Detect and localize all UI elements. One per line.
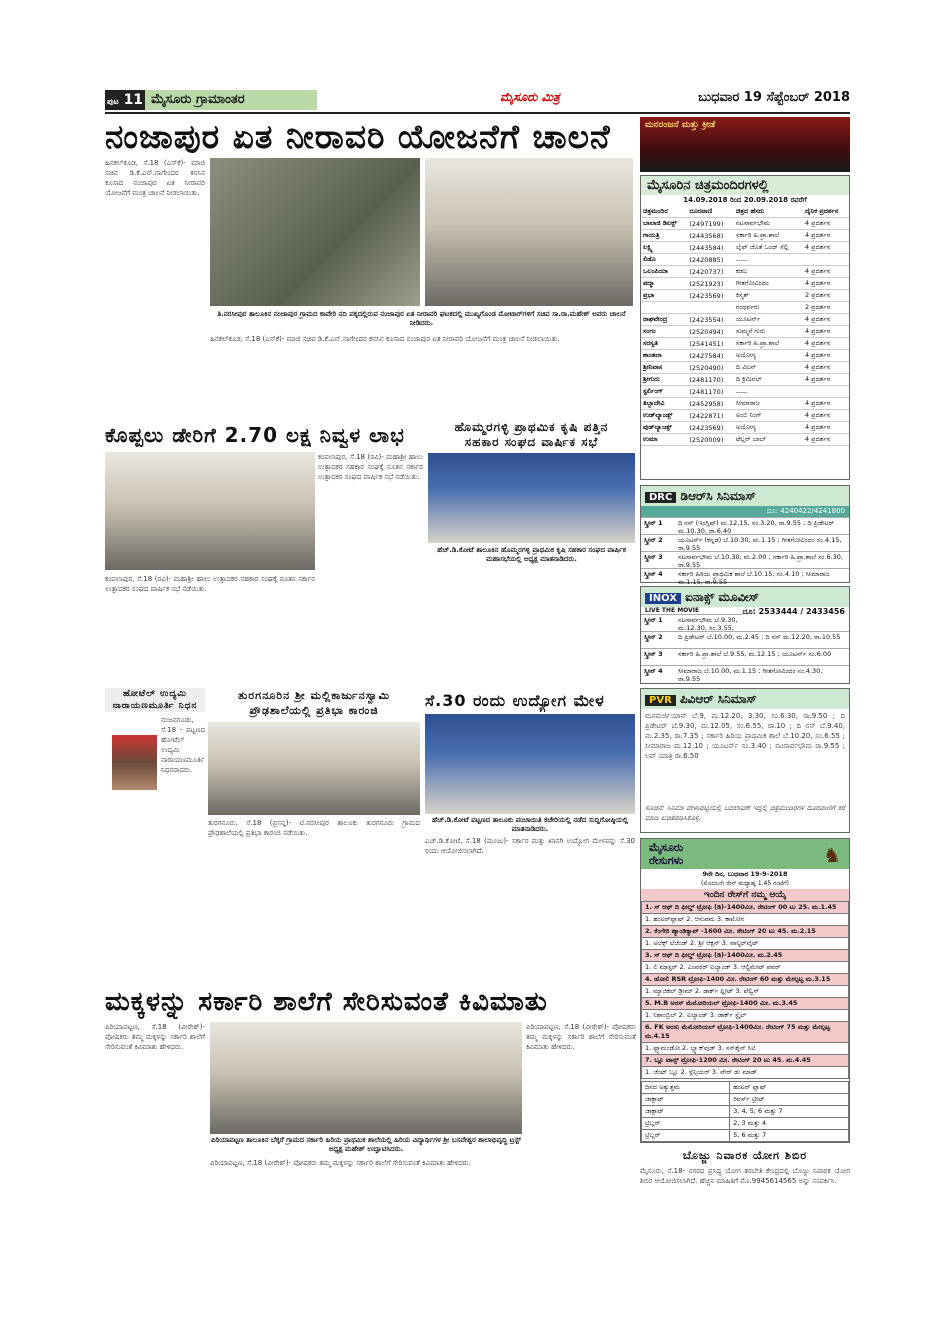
story4-photo: [208, 722, 420, 815]
header-rule: [105, 112, 850, 114]
story5-caption: ಹೆಚ್.ಡಿ.ಕೋಟೆ ಪಟ್ಟಣದ ತಾಲೂಕು ಪಂಚಾಯಿತಿ ಕಚೇರಿಯಲ್ಲಿ ನಡೆದ ಸುದ್ದಿಗೋಷ್ಠಿಯಲ್ಲಿ ಮಾತನಾಡಿದರು.: [431, 816, 629, 833]
story1-photo-officials: [425, 158, 633, 306]
story2-body-cont: ಕಂಪಲಾಪುರ, ಸೆ.18 (ರವಿ)- ಮಹಾಶ್ರೀ ಹಾಲು ಉತ್ಪಾದಕರ ಸಹಕಾರ ಸಂಘಕ್ಕೆ ನೂತನ ಸರ್ಕಾರ ಉತ್ಪಾದಕರ ಸಂಘದ ವಾರ್ಷಿಕ ಸಭೆ ನಡೆಯಿತು.: [105, 575, 315, 593]
story6-body-cont: ಪಿರಿಯಾಪಟ್ಟಣ, ಸೆ.18 (ವೀರೇಶ್)- ಪೋಷಕರು ತಮ್ಮ ಮಕ್ಕಳನ್ನು ಸರ್ಕಾರಿ ಶಾಲೆಗೆ ಸೇರಿಸುವಂತೆ ಕಿವಿಮಾತು ಹೇಳಿದರು.: [210, 1159, 471, 1167]
cinema-row: ಸ್ಟರ್ಲಿಂಗ್ (2481170) -----: [641, 386, 849, 398]
race-picks-row: [642, 986, 849, 998]
cinema-row: ಶ್ರೀನಿವಾಸ (2520490) ದಿ ವಿಲನ್ 4 ಪ್ರದರ್ಶನ: [641, 362, 849, 374]
story6-body: ಪಿರಿಯಾಪಟ್ಟಣ, ಸೆ.18 (ವೀರೇಶ್)- ಪೋಷಕರು ತಮ್ಮ ಮಕ್ಕಳನ್ನು ಸರ್ಕಾರಿ ಶಾಲೆಗೆ ಸೇರಿಸುವಂತೆ ಕಿವಿಮಾತು ಹೇಳಿದರು.: [105, 1023, 205, 1051]
race-picks: 1. ಮ್ಯಾಜಿಕಲ್ ಡ್ರೀಮ್ 2. ಡಾರ್ಕ್ ಫ್ಲೀಟ್ 3. ಪೆಲ್ವಿಸ್: [642, 986, 849, 998]
story1-photo-pipes: [210, 158, 420, 306]
drc-screen-label: ಸ್ಕ್ರೀನ್ 3: [644, 553, 663, 561]
drc-screen: [641, 568, 849, 585]
race-title: 3. ಸ್ ಆಫ್ ದಿ ಫೀಲ್ಡ್ ಟ್ರೋಫಿ (ಡಿ)-1400ಮೀ. ಮ.2.45: [642, 950, 849, 962]
drc-screen-label: ಸ್ಕ್ರೀನ್ 1: [644, 519, 663, 527]
drc-screen-times: ಸರ್ಕಾರಿ ಹಿರಿಯ ಪ್ರಾಥಮಿಕ ಶಾಲೆ ಬೆ.10.15, ಸಂ.4.10 ; ಸೀಮಾರಾಜ ಮ.1.15, ರಾ.9.55: [678, 570, 830, 585]
drc-screen-label: ಸ್ಕ್ರೀನ್ 4: [644, 570, 663, 578]
pvr-logo-icon: PVR: [645, 695, 676, 706]
race-title: 1. ಸ್ ಆಫ್ ದಿ ಫೀಲ್ಡ್ ಟ್ರೋಫಿ (ಡಿ)-1400ಮೀ. ರೇಟಿಂಗ್ 00 ಟು 25. ಮ.1.45: [642, 902, 849, 914]
races-title-1: ಮೈಸೂರು: [649, 841, 684, 854]
race-row: [642, 950, 849, 962]
race-picks-row: [642, 938, 849, 950]
cinema-row: ಉಮಾ (2520009) ಟೆಲ್ಲರ್ ಬಾಬ್ 4 ಪ್ರದರ್ಶನ: [641, 434, 849, 446]
story6-headline: ಮಕ್ಕಳನ್ನು ಸರ್ಕಾರಿ ಶಾಲೆಗೆ ಸೇರಿಸುವಂತೆ ಕಿವಿಮಾತು: [105, 987, 548, 1017]
cinema-listings: [640, 175, 850, 480]
race-picks: 1. ಹಂಟರ್‌ಫ್ಲಾಷ್ 2. ಆನುಪಮ 3. ಕಾಮೋನ: [642, 914, 849, 926]
race-row: [642, 998, 849, 1010]
obit-headline: ಹೋಟೆಲ್ ಉದ್ಯಮಿ ನಾರಾಯಣಮೂರ್ತಿ ನಿಧನ: [105, 688, 205, 712]
race-title: 7. ಬ್ಲೂ ಟಾನ್ಸ್ ಟ್ರೋಫಿ-1200 ಮೀ. ರೇಟಿಂಗ್ 20 ಟು 45. ಮ.4.45: [642, 1055, 849, 1067]
drc-phone: ದೂ: 4240422/4241800: [641, 506, 849, 517]
race-title: 5. M.B ಅರಸ್ ಮೆಮೋರಿಯಲ್ ಟ್ರೋಫಿ-1400 ಮೀ. ಮ.3.45: [642, 998, 849, 1010]
inox-phone: ದೂ: 2533444 / 2433456: [742, 607, 845, 616]
inox-movies: [640, 586, 850, 684]
story5-body: ಎಚ್.ಡಿ.ಕೋಟೆ, ಸೆ.18 (ಮಂಜು)- ಸರ್ಕಾರ ಮತ್ತು ಖಾಸಗಿ ಉದ್ಯೋಗ ಮೇಳವನ್ನು ಸೆ.30 ರಂದು ಆಯೋಜಿಸಲಾಗಿದೆ.: [425, 837, 635, 855]
race-footer-row: ಜಾಕ್ಪಾಟ್ 3, 4, 5, 6 ಮತ್ತು 7: [642, 1106, 849, 1118]
drc-screen-label: ಸ್ಕ್ರೀನ್ 2: [644, 536, 663, 544]
page-number: ಪುಟ 11: [106, 92, 144, 108]
cinema-row: ರಾಘವೇಂದ್ರ (2423554) ಯೂಟರ್ನ್ 4 ಪ್ರದರ್ಶನ: [641, 314, 849, 326]
races-subtitle: 9ನೇ ದಿನ, ಬುಧವಾರ 19-9-2018: [702, 870, 788, 878]
cinema-table: [641, 206, 849, 446]
cinema-listings-dates: 14.09.2018 ರಿಂದ 20.09.2018 ರವರೆಗೆ: [683, 196, 807, 204]
cinema-row: ಒಲಂಪಿಯಾ (2420737) ಕಡಬ 4 ಪ್ರದರ್ಶನ: [641, 266, 849, 278]
cinema-listings-title: ಮೈಸೂರಿನ ಚಿತ್ರಮಂದಿರಗಳಲ್ಲಿ: [641, 176, 849, 195]
race-footer-row: ದಿನದ ಅತ್ಯುತ್ತಮ ಹಂಟರ್ ಫ್ಲಾಷ್: [642, 1082, 849, 1094]
inox-logo-icon: INOX: [645, 593, 681, 604]
drc-screen-times: ಯೂಟರ್ನ್ (ಕನ್ನಡ) ಬೆ.10.30, ಮ.1.15 ; ಗೀತಗೋವಿಂದಂ ಸಂ.4.15, ರಾ.9.55: [678, 536, 842, 551]
yoga-headline: ಬೊಜ್ಜು ನಿವಾರಕ ಯೋಗ ಶಿಬಿರ: [682, 1149, 808, 1162]
story6-photo: [210, 1022, 522, 1134]
pvr-schedule: ಮನಮರ್ಜಿಯಾನ್ ಬೆ.9, ಮ.12.20, 3.30, ಸಂ.6.30, ರಾ.9.50 ; ದಿ ಪ್ರಿಡೇಟರ್ ಬೆ.9.30, ಮ.12.05, ಸಂ.6.55, ರಾ.10 ; ದಿ ನನ್ ಬೆ.9.40, ಮ.2.35, ರಾ.7.35 ; ಸರ್ಕಾರಿ ಹಿರಿಯ ಪ್ರಾಥಮಿಕ ಶಾಲೆ ಬೆ.10.20, ಸಂ.6.55 ; ಸೀಮಾರಾಜ ಮ.12.10 ; ಯೂಟರ್ನ್ ಸಂ.3.40 ; ನಟಸಾರ್ವಭೌಮ ರಾ.9.55 ; ಲವ್ ಯಾತ್ರಿ ರಾ.6.50: [645, 712, 845, 760]
mysuru-races: [640, 838, 850, 1143]
drc-logo-icon: DRC: [645, 492, 676, 503]
cinema-row: ಬಾಲಾಜಿ ಡಿಲಕ್ಸ್ (2497199) ನಟಸಾರ್ವಭೌಮ 4 ಪ್ರದರ್ಶನ: [641, 218, 849, 230]
cinema-row: ಪದ್ಮಾ (2521923) ಗೀತಗೋವಿಂದಂ 4 ಪ್ರದರ್ಶನ: [641, 278, 849, 290]
race-title: 6. FK ಅರಸು ಮೆಮೋರಿಯಲ್ ಟ್ರೋಫಿ-1400ಮೀ. ರೇಟಿಂಗ್ 75 ಮತ್ತು ಮೇಲ್ಪಟ್ಟ ಮ.4.15: [642, 1022, 849, 1043]
story2-headline: ಕೊಪ್ಪಲು ಡೇರಿಗೆ 2.70 ಲಕ್ಷ ನಿವ್ವಳ ಲಾಭ: [105, 423, 405, 447]
inox-tagline: LIVE THE MOVIE: [645, 607, 700, 614]
page-date: ಬುಧವಾರ 19 ಸೆಪ್ಟೆಂಬರ್ 2018: [698, 90, 850, 105]
inox-title: INOX ಐನಾಕ್ಸ್ ಮೂವೀಸ್: [641, 587, 849, 607]
inox-screen: [641, 614, 742, 631]
story1-body: ಹಿನಕಲ್‌ಕೂಡ, ಸೆ.18 (ಎಸ್‌ಕೆ)- ಮಾಜಿ ಸಚಿವ ಡಿ.ಕೆ.ಎನ್.ನಾಗೇಂದರ ಕನಸಿನ ಕೂಸಾದ ನಂಜಾಪುರ ಏತ ನೀರಾವರಿ ಯೋಜನೆಗೆ ಮಂತ್ರ ಚಾಲನೆ ನೀಡಲಾಯಿತು.: [105, 159, 205, 197]
cinema-row: ತಿಬ್ಬಾದೇವಿ (2452958) ಸೀಮಾರಾಜ 4 ಪ್ರದರ್ಶನ: [641, 398, 849, 410]
cinema-row: ಸರಸ್ವತಿ (2541451) ಸರ್ಕಾರಿ ಹಿ.ಪ್ರಾ.ಶಾಲೆ 4 ಪ್ರದರ್ಶನ: [641, 338, 849, 350]
obit-body: ನಂಜನಗೂಡು, ಸೆ.18 - ಪಟ್ಟಣದ ಹೋಟೆಲ್ ಉದ್ಯಮಿ ನಾರಾಯಣಮೂರ್ತಿ ನಿಧನರಾದರು.: [161, 716, 205, 774]
inox-screen-times: ದಿ ಪ್ರಿಡೇಟರ್ ಬೆ.10.00, ಮ.2.45 ; ದಿ ನನ್ ಮ.12.20, ರಾ.10.55: [678, 633, 841, 641]
races-table: [641, 901, 849, 1079]
inox-screen: [641, 648, 849, 665]
cinema-row: ಲಿಡೊ (2420885) -----: [641, 254, 849, 266]
race-picks: 1. ಲಿ ಮಾಸ್ಟರ್ 2. ಎಂಪರರ್ ಐಲ್ಯಾಂಡ್ 3. ಆಲ್ಟಿಮೇಟ್ ಪವರ್: [642, 962, 849, 974]
masthead-logo: ಮೈಸೂರು ಮಿತ್ರ: [500, 90, 560, 104]
cinema-row: ಉಡ್‌ಲ್ಯಾಂಡ್ಸ್ (2422871) ಅಂಬಿ ನಿಂಗ್ 4 ಪ್ರದರ್ಶನ: [641, 410, 849, 422]
drc-cinemas: [640, 485, 850, 583]
horse-icon: ♞: [823, 843, 841, 867]
yoga-body: ಮೈಸೂರು, ಸೆ.18- ನಗರದ ಪ್ರಸಿದ್ಧ ಯೋಗ ತರಬೇತಿ ಕೇಂದ್ರದಲ್ಲಿ ಬೊಜ್ಜು ನಿವಾರಕ ಯೋಗ ಶಿಬಿರ ಆಯೋಜಿಸಲಾಗಿದೆ. ಹೆಚ್ಚಿನ ಮಾಹಿತಿಗೆ ಮೊ.9945614565 ಅನ್ನು ಸಂಪರ್ಕಿಸಿ.: [640, 1167, 850, 1185]
race-footer-row: ಟ್ರಿಬ್ಲರ್ 2, 3 ಮತ್ತು 4: [642, 1118, 849, 1130]
race-row: [642, 974, 849, 986]
pvr-title: PVR ಪಿವಿಆರ್ ಸಿನಿಮಾಸ್: [641, 689, 849, 709]
cinema-row: ಪ್ರಭಾ (2423569) ಕಿಸ್ಮತ್ 2 ಪ್ರದರ್ಶನ: [641, 290, 849, 302]
story6-body-side: ಪಿರಿಯಾಪಟ್ಟಣ, ಸೆ.18 (ವೀರೇಶ್)- ಪೋಷಕರು ತಮ್ಮ ಮಕ್ಕಳನ್ನು ಸರ್ಕಾರಿ ಶಾಲೆಗೆ ಸೇರಿಸುವಂತೆ ಕಿವಿಮಾತು ಹೇಳಿದರು.: [526, 1023, 636, 1051]
races-footer: [641, 1081, 849, 1142]
drc-title: DRC ಡಿಆರ್‌ಸಿ ಸಿನಿಮಾಸ್: [641, 486, 849, 506]
cinema-row: ಶ್ರೀಗುರು (2481170) ದಿ ಕ್ರಿಮಿನಲ್ 4 ಪ್ರದರ್ಶನ: [641, 374, 849, 386]
race-picks-row: [642, 1067, 849, 1079]
drc-screen-times: ದಿ ನನ್ (ಇಂಗ್ಲಿಷ್) ಮ.12.15, ಸಂ.3.20, ರಾ.9.55 ; ದಿ ಪ್ರಿಡೇಟರ್ ಮ.10.30, ರಾ.6.40: [678, 519, 835, 534]
races-note: (ಮೊದಲನೇ ರೇಸ್ ಮಧ್ಯಾಹ್ನ 1.45 ಗಂಟೆಗೆ): [701, 880, 789, 887]
race-picks-row: [642, 962, 849, 974]
cinema-row: ಶಾಂತಲಾ (2427584) ಅಯೋಗ್ಯ 4 ಪ್ರದರ್ಶನ: [641, 350, 849, 362]
drc-screen: [641, 551, 849, 568]
story1-body-cont: ಹಿನಕಲ್‌ಕೂಡ, ಸೆ.18 (ಎಸ್‌ಕೆ)- ಮಾಜಿ ಸಚಿವ ಡಿ.ಕೆ.ಎನ್.ನಾಗೇಂದರ ಕನಸಿನ ಕೂಸಾದ ನಂಜಾಪುರ ಏತ ನೀರಾವರಿ ಯೋಜನೆಗೆ ಮಂತ್ರ ಚಾಲನೆ ನೀಡಲಾಯಿತು.: [210, 335, 560, 343]
story3-headline: ಹೊಮ್ಮರಗಳ್ಳಿ ಪ್ರಾಥಮಿಕ ಕೃಷಿ ಪತ್ತಿನ ಸಹಕಾರ ಸಂಘದ ವಾರ್ಷಿಕ ಸಭೆ: [454, 420, 609, 449]
inox-screen-label: ಸ್ಕ್ರೀನ್ 4: [644, 667, 663, 675]
section-title: ಮೈಸೂರು ಗ್ರಾಮಾಂತರ: [145, 90, 317, 110]
story1-caption: ತಿ.ನರಸೀಪುರ ತಾಲೂಕಿನ ನಂಜಾಪುರ ಗ್ರಾಮದ ಕಾವೇರಿ ನದಿ ಪಕ್ಕದಲ್ಲಿರುವ ನಂಜಾಪುರ ಏತ ನೀರಾವರಿ ಘಟಕದಲ್ಲಿ ಮುಖ್ಯಗೊಂಡ ಮೋಟಾರ್‌ಗಳಿಗೆ ಸಚಿವ ಸಾ.ರಾ.ಮಹೇಶ್ ಅವರು ಚಾಲನೆ ನೀಡಿದರು.: [217, 310, 626, 327]
cinema-row: ಸಂಗಂ (2520494) ಸುಮ್ಮನೆ ಗುರು 4 ಪ್ರದರ್ಶನ: [641, 326, 849, 338]
race-picks: 1. ನಿಶಾಂಬ್ರಿಲ್ 2. ಐಲ್ಯಾಂಡ್ 3. ಡಾರ್ಕ್ ಸ್ಟೈಲ್: [642, 1010, 849, 1022]
cinema-row: ಗಾಯತ್ರಿ (2443568) ಸರ್ಕಾರಿ ಹಿ.ಪ್ರಾ.ಶಾಲೆ 4 ಪ್ರದರ್ಶನ: [641, 230, 849, 242]
race-title: 2. ಕೆಂಗೇರಿ ಹ್ಯಾಂಡಿಕ್ಯಾಪ್ -1600 ಮೀ. ರೇಟಿಂಗ್ 20 ಟು 45. ಮ.2.15: [642, 926, 849, 938]
story5-photo: [425, 714, 635, 814]
story4-headline: ತುರಗನೂರಿನ ಶ್ರೀ ಮಲ್ಲಿಕಾರ್ಜುನಸ್ವಾಮಿ ಪ್ರೌಢಶಾಲೆಯಲ್ಲಿ ಪ್ರತಿಭಾ ಕಾರಂಜಿ: [237, 689, 391, 717]
inox-screen: [641, 665, 849, 682]
race-row: [642, 1022, 849, 1043]
drc-screen: [641, 534, 849, 551]
race-picks-row: [642, 914, 849, 926]
pvr-cinemas: [640, 688, 850, 833]
inox-screen-times: ನಟಸಾರ್ವಭೌಮ ಬೆ.9.30, ಮ.12.30, ಸಂ.3.55,: [678, 616, 738, 631]
race-picks: 1. ಫ್ಲ್ಯಾಮಂಡೋ 2. ಬ್ಲ್ಯಾಕ್‌ವುಡ್ 3. ಸನ್‌ಶೈನ್ ಸಿಟಿ: [642, 1043, 849, 1055]
dasara-ad-banner: [640, 117, 850, 172]
cinema-row: ಗಂಧರ್ವರು 2 ಪ್ರದರ್ಶನ: [641, 302, 849, 314]
story3-body: [428, 566, 635, 681]
inox-screen-times: ಸೀಮಾರಾಜ ಬೆ.10.00, ಮ.1.15 ; ಗೀತಗೋವಿಂದಂ ಸಂ.4.30, ರಾ.9.55: [678, 667, 823, 682]
race-picks: 1. ಜೆಂಟ್ ಬ್ಲೂ 2. ಸ್ಪೆನ್ಸಿಯರ್ 3. ವೇರ್ ಡು ಮಾಡ್: [642, 1067, 849, 1079]
inox-screen-label: ಸ್ಕ್ರೀನ್ 1: [644, 616, 663, 624]
races-title-2: ರೇಸುಗಳು: [649, 854, 684, 867]
dasara-ad-text: ಮನರಂಜನೆ ಮತ್ತು ಕ್ರೀಡೆ: [645, 120, 716, 130]
story4-body: ತುರಗನೂರು, ಸೆ.18 (ಪ್ರಸನ್ನ)- ಟಿ.ನರಸೀಪುರ ತಾಲೂಕು ತುರಗನೂರು ಗ್ರಾಮದ ಪ್ರೌಢಶಾಲೆಯಲ್ಲಿ ಪ್ರತಿಭಾ ಕಾರಂಜಿ ನಡೆಯಿತು.: [208, 819, 420, 837]
pvr-note: ಸೂಚನೆ: ಸಿನಿಮಾ ವೇಳಾಪಟ್ಟಿಯಲ್ಲಿ ಬದಲಾವಣೆ ಇದ್ದಲ್ಲಿ ಚಿತ್ರಮಂದಿರಗಳ ದೂರವಾಣಿಗೆ ಕರೆ ಮಾಡಿ ಖಚಿತಪಡಿಸಿಕೊಳ್ಳಿ.: [645, 804, 845, 822]
race-picks: 1. ಅಲೆಕ್ಸ್ ಲೆಜೆಂಡ್ 2. ಶ್ರೀ ಆಕ್ಷನ್ 3. ವಾಲ್ಟರ್‌ವೈಟ್: [642, 938, 849, 950]
story1-headline: ನಂಜಾಪುರ ಏತ ನೀರಾವರಿ ಯೋಜನೆಗೆ ಚಾಲನೆ: [105, 117, 611, 156]
inox-screen-label: ಸ್ಕ್ರೀನ್ 2: [644, 633, 663, 641]
drc-screen: [641, 517, 849, 534]
races-header: [641, 839, 849, 869]
race-row: [642, 926, 849, 938]
inox-screen-times: ಸರ್ಕಾರಿ ಹಿ.ಪ್ರಾ.ಶಾಲೆ ಬೆ.9.55, ಮ.12.15 ; ಯೂಟರ್ನ್ ಸಂ.6.00: [678, 650, 832, 658]
story3-caption: ಹೆಚ್.ಡಿ.ಕೋಟೆ ತಾಲೂಕಿನ ಹೊಮ್ಮರಗಳ್ಳಿ ಪ್ರಾಥಮಿಕ ಕೃಷಿ ಸಹಕಾರ ಸಂಘದ ವಾರ್ಷಿಕ ಮಹಾಸಭೆಯಲ್ಲಿ ಅಧ್ಯಕ್ಷ ಮಾತನಾಡಿದರು.: [437, 546, 626, 563]
race-picks-row: [642, 1010, 849, 1022]
story5-headline: ಸೆ.30 ರಂದು ಉದ್ಯೋಗ ಮೇಳ: [425, 691, 605, 710]
race-row: [642, 902, 849, 914]
inox-screen: [641, 631, 849, 648]
inox-screen-label: ಸ್ಕ್ರೀನ್ 3: [644, 650, 663, 658]
race-footer-row: ಜಾಕ್ಪಾಟ್ ರಿವರ್ಸ್ ಟ್ರೀಟ್: [642, 1094, 849, 1106]
race-title: 4. ಹೋಲಿ RSR ಟ್ರೋಫಿ-1400 ಮೀ. ರೇಟಿಂಗ್ 60 ಮತ್ತು ಮೇಲ್ಪಟ್ಟ ಮ.3.15: [642, 974, 849, 986]
cinema-row: ಲಕ್ಷ್ಮಿ (2443584) ಲೈಫ್ ಜೊತೆ ಒಂದ್ ಸೆಲ್ಫಿ 4 ಪ್ರದರ್ಶನ: [641, 242, 849, 254]
cinema-table-header: ಚಿತ್ರಮಂದಿರ ದೂರವಾಣಿ ಚಿತ್ರದ ಹೆಸರು ದೈನಿಕ ಪ್ರದರ್ಶನ: [641, 206, 849, 218]
race-picks-row: [642, 1043, 849, 1055]
races-banner: ಇಂದಿನ ರೇಸ್‌ಗೆ ನಮ್ಮ ಆಯ್ಕೆ: [641, 889, 849, 901]
story2-body: ಕಂಪಲಾಪುರ, ಸೆ.18 (ರವಿ)- ಮಹಾಶ್ರೀ ಹಾಲು ಉತ್ಪಾದಕರ ಸಹಕಾರ ಸಂಘಕ್ಕೆ ನೂತನ ಸರ್ಕಾರ ಉತ್ಪಾದಕರ ಸಂಘದ ವಾರ್ಷಿಕ ಸಭೆ ನಡೆಯಿತು.: [318, 453, 423, 481]
cinema-row: ವುಡ್‌ಲ್ಯಾಂಡ್ಸ್ (2423569) ಅಯೋಗ್ಯ 4 ಪ್ರದರ್ಶನ: [641, 422, 849, 434]
race-row: [642, 1055, 849, 1067]
story6-caption: ಪಿರಿಯಾಪಟ್ಟಣ ತಾಲೂಕಿನ ಬೆಕ್ಕರೆ ಗ್ರಾಮದ ಸರ್ಕಾರಿ ಹಿರಿಯ ಪ್ರಾಥಮಿಕ ಶಾಲೆಯಲ್ಲಿ ಹಿರಿಯ ವಿದ್ಯಾರ್ಥಿಗಳ ಶ್ರೀ ಬಸವೇಶ್ವರ ಶಾಲಾಭಿವೃದ್ಧಿ ಟ್ರಸ್ಟ್ ಅಧ್ಯಕ್ಷ ಮಹೇಶ್ ಉದ್ಘಾಟಿಸಿದರು.: [211, 1136, 521, 1153]
story3-photo: [428, 453, 635, 543]
story2-photo: [105, 452, 315, 570]
drc-screen-times: ನಟಸಾರ್ವಭೌಮ ಬೆ.10.30, ಮ.2.00 ; ಸರ್ಕಾರಿ ಹಿ.ಪ್ರಾ.ಶಾಲೆ ಸಂ.6.30, ರಾ.9.55: [678, 553, 844, 568]
race-footer-row: ಟ್ರಿಬ್ಲರ್ 5, 6 ಮತ್ತು 7: [642, 1130, 849, 1142]
